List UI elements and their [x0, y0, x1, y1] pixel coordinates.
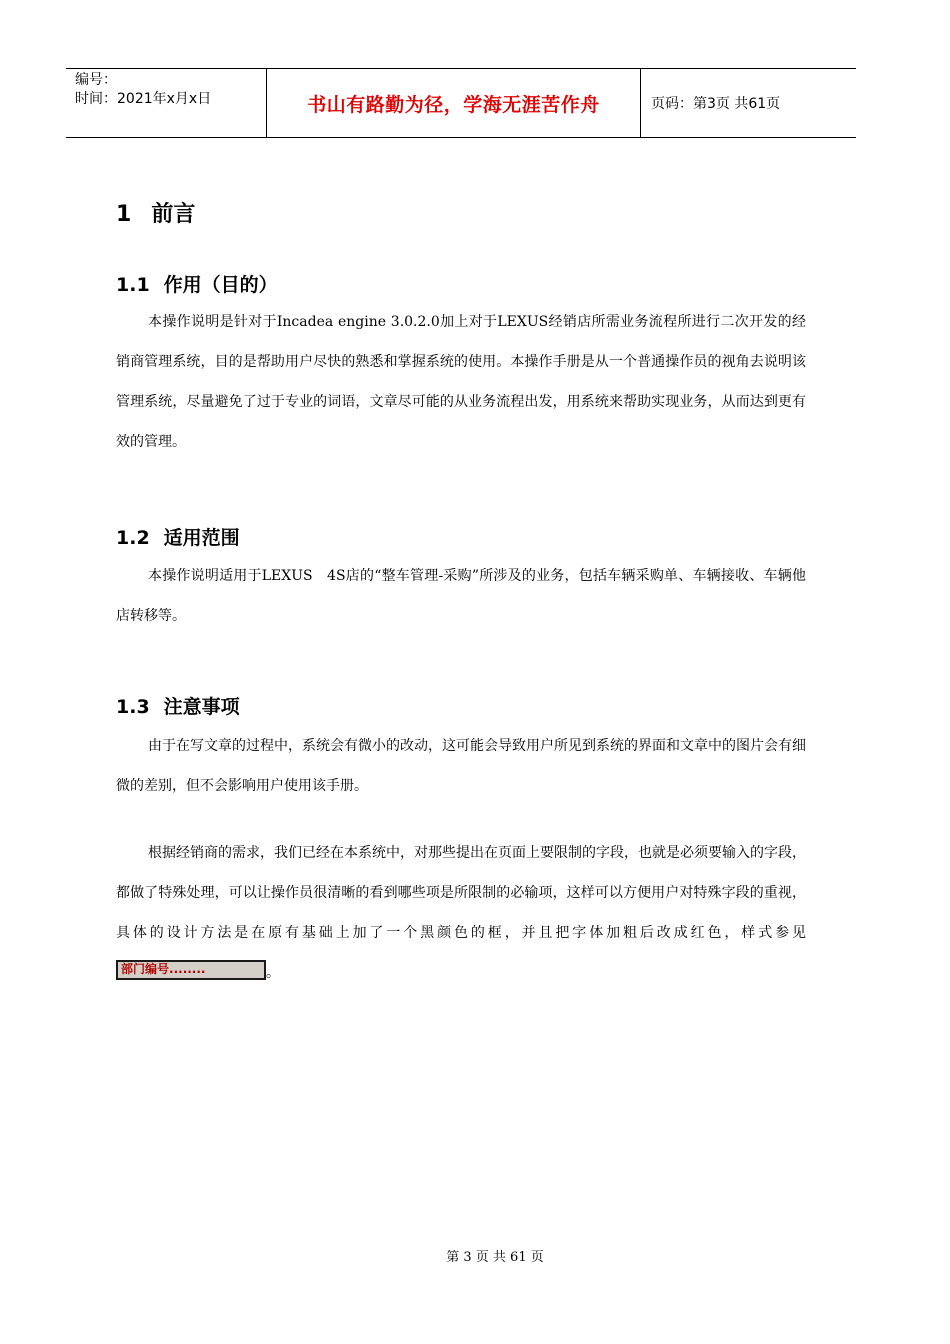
section-1-heading	[116, 197, 195, 228]
section-1-3-paragraph-2	[116, 833, 806, 993]
header-page-info: 页码：第3页 共61页	[651, 96, 781, 112]
section-title: 作用（目的）	[163, 274, 278, 296]
section-1-1-heading	[116, 270, 278, 297]
code-label: 编号：	[75, 72, 117, 88]
paragraph-text: 根据经销商的需求，我们已经在本系统中，对那些提出在页面上要限制的字段，也就是必须要输入的字段，都做了特殊处理，可以让操作员很清晰的看到哪些项是所限制的必输项，这样可以方便用户对特殊字段的重视，具体的设计方法是在原有基础上加了一个黑颜色的框，并且把字体加粗后改成红色，样式参见	[116, 845, 806, 941]
time-label: 时间：2021年x月x日	[75, 91, 212, 107]
section-number: 1.3	[116, 696, 150, 718]
section-number: 1.1	[116, 274, 150, 296]
required-field-sample	[116, 960, 266, 980]
section-number: 1	[116, 202, 132, 227]
section-1-3-paragraph-1: 由于在写文章的过程中，系统会有微小的改动，这可能会导致用户所见到系统的界面和文章中的图片会有细微的差别，但不会影响用户使用该手册。	[116, 738, 806, 794]
paragraph-end: 。	[266, 965, 280, 981]
header-meta	[66, 69, 267, 137]
section-1-1-paragraph: 本操作说明是针对于Incadea engine 3.0.2.0加上对于LEXUS经销店所需业务流程所进行二次开发的经销商管理系统，目的是帮助用户尽快的熟悉和掌握系统的使用。本操作手册是从一个普通操作员的视角去说明该管理系统，尽量避免了过于专业的词语，文章尽可能的从业务流程出发，用系统来帮助实现业务，从而达到更有效的管理。	[116, 314, 806, 450]
page-footer: 第 3 页 共 61 页	[446, 1250, 544, 1265]
header-motto: 书山有路勤为径，学海无涯苦作舟	[267, 69, 641, 137]
section-title: 前言	[151, 202, 196, 227]
sample-label: 部门编号	[121, 962, 170, 976]
section-1-2-heading	[116, 523, 240, 550]
section-title: 适用范围	[163, 527, 240, 549]
section-number: 1.2	[116, 527, 150, 549]
section-1-2-paragraph: 本操作说明适用于LEXUS 4S店的“整车管理-采购”所涉及的业务，包括车辆采购单、车辆接收、车辆他店转移等。	[116, 568, 806, 624]
sample-dots: ........	[169, 962, 206, 976]
section-1-3-heading	[116, 692, 240, 719]
page-header	[66, 68, 856, 138]
section-title: 注意事项	[163, 696, 240, 718]
